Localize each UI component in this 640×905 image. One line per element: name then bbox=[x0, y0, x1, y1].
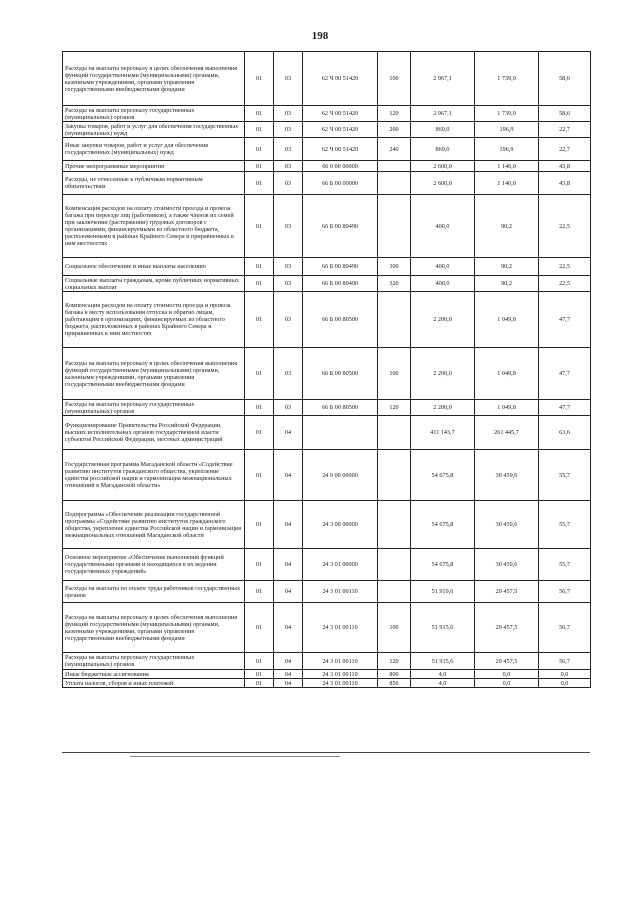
cell-expense-type: 300 bbox=[378, 258, 411, 276]
table-row bbox=[63, 653, 591, 670]
cell-expense-type: 100 bbox=[378, 603, 411, 653]
cell-section: 01 bbox=[245, 195, 274, 258]
cell-section: 01 bbox=[245, 172, 274, 195]
cell-percent: 22,5 bbox=[539, 195, 591, 258]
cell-executed-amount: 90,2 bbox=[475, 258, 539, 276]
cell-section: 01 bbox=[245, 653, 274, 670]
table-row bbox=[63, 348, 591, 400]
cell-subsection: 04 bbox=[274, 581, 303, 603]
cell-percent: 58,6 bbox=[539, 106, 591, 122]
table-row bbox=[63, 416, 591, 450]
table-row bbox=[63, 581, 591, 603]
cell-executed-amount: 30 459,6 bbox=[475, 450, 539, 501]
cell-percent: 22,5 bbox=[539, 276, 591, 292]
cell-executed-amount: 29 457,5 bbox=[475, 581, 539, 603]
cell-target-article: 62 Ч 00 51420 bbox=[303, 138, 378, 161]
cell-subsection: 03 bbox=[274, 161, 303, 172]
footer-rule-short bbox=[130, 756, 340, 757]
cell-section: 01 bbox=[245, 106, 274, 122]
cell-description: Расходы на выплаты персоналу в целях обеспечения выполнения функций государственными (муниципальными) органами, казенными учреждениями, органами управления государственными внебюджетными фондами bbox=[63, 348, 245, 400]
cell-expense-type: 100 bbox=[378, 348, 411, 400]
cell-target-article: 24 3 01 00110 bbox=[303, 603, 378, 653]
cell-subsection: 04 bbox=[274, 670, 303, 679]
cell-percent: 0,0 bbox=[539, 670, 591, 679]
cell-expense-type: 100 bbox=[378, 52, 411, 106]
cell-percent: 47,7 bbox=[539, 292, 591, 348]
cell-subsection: 03 bbox=[274, 400, 303, 416]
cell-target-article: 62 Ч 00 51420 bbox=[303, 106, 378, 122]
cell-percent: 56,7 bbox=[539, 653, 591, 670]
cell-approved-amount: 2 200,0 bbox=[411, 292, 475, 348]
cell-section: 01 bbox=[245, 400, 274, 416]
cell-target-article: 66 Б 00 80490 bbox=[303, 195, 378, 258]
page-number: 198 bbox=[311, 30, 329, 42]
cell-target-article: 66 0 00 00000 bbox=[303, 161, 378, 172]
cell-description: Функционирование Правительства Российской Федерации, высших исполнительных органов государственной власти субъектов Российской Федерации, местных администраций bbox=[63, 416, 245, 450]
cell-expense-type: 200 bbox=[378, 122, 411, 138]
cell-percent: 55,7 bbox=[539, 450, 591, 501]
cell-approved-amount: 51 915,6 bbox=[411, 653, 475, 670]
cell-percent: 0,0 bbox=[539, 679, 591, 688]
cell-target-article: 62 Ч 00 51420 bbox=[303, 52, 378, 106]
cell-section: 01 bbox=[245, 501, 274, 549]
cell-section: 01 bbox=[245, 258, 274, 276]
cell-description: Расходы на выплаты персоналу государственных (муниципальных) органов bbox=[63, 106, 245, 122]
cell-subsection: 03 bbox=[274, 276, 303, 292]
cell-subsection: 03 bbox=[274, 138, 303, 161]
cell-target-article: 66 Б 00 80500 bbox=[303, 400, 378, 416]
cell-section: 01 bbox=[245, 161, 274, 172]
cell-section: 01 bbox=[245, 292, 274, 348]
cell-percent: 22,7 bbox=[539, 122, 591, 138]
cell-executed-amount: 1 049,8 bbox=[475, 292, 539, 348]
cell-subsection: 03 bbox=[274, 258, 303, 276]
cell-approved-amount: 411 143,7 bbox=[411, 416, 475, 450]
cell-subsection: 03 bbox=[274, 348, 303, 400]
cell-target-article: 24 3 01 00110 bbox=[303, 670, 378, 679]
cell-subsection: 04 bbox=[274, 416, 303, 450]
cell-subsection: 04 bbox=[274, 450, 303, 501]
cell-target-article: 24 0 00 00000 bbox=[303, 450, 378, 501]
cell-description: Расходы на выплаты по оплате труда работников государственных органов bbox=[63, 581, 245, 603]
cell-expense-type bbox=[378, 161, 411, 172]
cell-section: 01 bbox=[245, 581, 274, 603]
cell-description: Компенсация расходов на оплату стоимости проезда и провоза багажа к месту использования отпуска и обратно лицам, работающим в организациях, финансируемых из областного бюджета, расположенных в районах Крайнего Севера и приравненных к ним местностях bbox=[63, 292, 245, 348]
cell-executed-amount: 0,0 bbox=[475, 679, 539, 688]
cell-subsection: 03 bbox=[274, 195, 303, 258]
footer-rule bbox=[62, 752, 590, 753]
cell-subsection: 03 bbox=[274, 106, 303, 122]
cell-executed-amount: 29 457,5 bbox=[475, 603, 539, 653]
cell-expense-type: 120 bbox=[378, 400, 411, 416]
table-row bbox=[63, 603, 591, 653]
cell-target-article: 66 Б 00 80500 bbox=[303, 348, 378, 400]
cell-executed-amount: 1 140,0 bbox=[475, 161, 539, 172]
table-row bbox=[63, 670, 591, 679]
cell-section: 01 bbox=[245, 603, 274, 653]
cell-approved-amount: 2 600,0 bbox=[411, 161, 475, 172]
cell-executed-amount: 1 739,0 bbox=[475, 106, 539, 122]
cell-approved-amount: 869,0 bbox=[411, 122, 475, 138]
cell-executed-amount: 196,9 bbox=[475, 138, 539, 161]
table-row bbox=[63, 450, 591, 501]
cell-description: Основное мероприятие «Обеспечение выполнения функций государственными органами и находящихся в их ведении государственных учреждений» bbox=[63, 549, 245, 581]
cell-expense-type bbox=[378, 195, 411, 258]
table-row bbox=[63, 501, 591, 549]
budget-table-body bbox=[63, 52, 591, 688]
cell-executed-amount: 90,2 bbox=[475, 276, 539, 292]
cell-section: 01 bbox=[245, 679, 274, 688]
cell-approved-amount: 4,0 bbox=[411, 679, 475, 688]
cell-expense-type bbox=[378, 172, 411, 195]
cell-section: 01 bbox=[245, 549, 274, 581]
table-row bbox=[63, 161, 591, 172]
cell-description: Социальные выплаты гражданам, кроме публичных нормативных социальных выплат bbox=[63, 276, 245, 292]
cell-subsection: 04 bbox=[274, 679, 303, 688]
cell-description: Расходы на выплаты персоналу в целях обеспечения выполнения функций государственными (муниципальными) органами, казенными учреждениями, органами управления государственными внебюджетными фондами bbox=[63, 52, 245, 106]
cell-subsection: 04 bbox=[274, 549, 303, 581]
cell-percent: 58,6 bbox=[539, 52, 591, 106]
cell-target-article: 66 Б 00 80490 bbox=[303, 258, 378, 276]
cell-description: Компенсация расходов на оплату стоимости проезда и провоза багажа при переезде лиц (работников), а также членов их семей при заключении (расторжении) трудовых договоров с организациями, финансируемыми из областного бюджета, расположенными в районах Крайнего Севера и приравненных к ним местностях bbox=[63, 195, 245, 258]
table-row bbox=[63, 52, 591, 106]
cell-executed-amount: 0,0 bbox=[475, 670, 539, 679]
cell-section: 01 bbox=[245, 52, 274, 106]
cell-expense-type bbox=[378, 549, 411, 581]
cell-section: 01 bbox=[245, 416, 274, 450]
cell-description: Государственная программа Магаданской области «Содействие развитию институтов гражданского общества, укрепление единства российской нации и гармонизация межнациональных отношений в Магаданской области» bbox=[63, 450, 245, 501]
cell-subsection: 04 bbox=[274, 653, 303, 670]
cell-expense-type bbox=[378, 581, 411, 603]
cell-approved-amount: 51 919,6 bbox=[411, 581, 475, 603]
cell-percent: 43,8 bbox=[539, 172, 591, 195]
cell-percent: 22,5 bbox=[539, 258, 591, 276]
cell-percent: 55,7 bbox=[539, 549, 591, 581]
cell-subsection: 03 bbox=[274, 52, 303, 106]
cell-percent: 56,7 bbox=[539, 603, 591, 653]
table-row bbox=[63, 276, 591, 292]
table-row bbox=[63, 195, 591, 258]
cell-approved-amount: 2 967,1 bbox=[411, 52, 475, 106]
cell-expense-type bbox=[378, 416, 411, 450]
cell-approved-amount: 2 200,0 bbox=[411, 348, 475, 400]
cell-expense-type: 120 bbox=[378, 653, 411, 670]
cell-description: Расходы на выплаты персоналу в целях обеспечения выполнения функций государственными (муниципальными) органами, казенными учреждениями, органами управления государственными внебюджетными фондами bbox=[63, 603, 245, 653]
cell-percent: 63,6 bbox=[539, 416, 591, 450]
cell-target-article: 62 Ч 00 51420 bbox=[303, 122, 378, 138]
cell-expense-type bbox=[378, 450, 411, 501]
cell-description: Подпрограмма «Обеспечение реализации государственной программы «Содействие развитию институтов гражданского общества, укрепление единства Российской нации и гармонизация межнациональных отношений Магаданской области bbox=[63, 501, 245, 549]
cell-subsection: 04 bbox=[274, 603, 303, 653]
cell-approved-amount: 54 675,8 bbox=[411, 450, 475, 501]
cell-subsection: 03 bbox=[274, 292, 303, 348]
cell-description: Иные закупки товаров, работ и услуг для обеспечения государственных (муниципальных) нужд bbox=[63, 138, 245, 161]
cell-target-article: 24 3 01 00110 bbox=[303, 653, 378, 670]
cell-approved-amount: 2 600,0 bbox=[411, 172, 475, 195]
cell-target-article: 24 3 01 00110 bbox=[303, 679, 378, 688]
cell-target-article bbox=[303, 416, 378, 450]
cell-target-article: 24 3 01 00110 bbox=[303, 581, 378, 603]
cell-approved-amount: 400,0 bbox=[411, 195, 475, 258]
cell-approved-amount: 400,0 bbox=[411, 276, 475, 292]
budget-table bbox=[62, 51, 591, 688]
cell-executed-amount: 196,9 bbox=[475, 122, 539, 138]
table-row bbox=[63, 400, 591, 416]
cell-percent: 47,7 bbox=[539, 400, 591, 416]
cell-executed-amount: 29 457,5 bbox=[475, 653, 539, 670]
cell-executed-amount: 30 459,6 bbox=[475, 549, 539, 581]
cell-percent: 47,7 bbox=[539, 348, 591, 400]
cell-section: 01 bbox=[245, 348, 274, 400]
cell-executed-amount: 1 049,8 bbox=[475, 348, 539, 400]
cell-section: 01 bbox=[245, 450, 274, 501]
cell-description: Прочие непрограммные мероприятия bbox=[63, 161, 245, 172]
table-row bbox=[63, 138, 591, 161]
cell-subsection: 03 bbox=[274, 122, 303, 138]
cell-description: Социальное обеспечение и иные выплаты населению bbox=[63, 258, 245, 276]
cell-description: Иные бюджетные ассигнования bbox=[63, 670, 245, 679]
cell-section: 01 bbox=[245, 276, 274, 292]
cell-section: 01 bbox=[245, 122, 274, 138]
cell-executed-amount: 30 459,6 bbox=[475, 501, 539, 549]
cell-expense-type: 120 bbox=[378, 106, 411, 122]
cell-executed-amount: 261 445,7 bbox=[475, 416, 539, 450]
cell-target-article: 66 Б 00 80500 bbox=[303, 292, 378, 348]
cell-approved-amount: 400,0 bbox=[411, 258, 475, 276]
cell-approved-amount: 51 915,6 bbox=[411, 603, 475, 653]
cell-expense-type: 800 bbox=[378, 670, 411, 679]
cell-description: Расходы на выплаты персоналу государственных (муниципальных) органов bbox=[63, 400, 245, 416]
cell-expense-type: 320 bbox=[378, 276, 411, 292]
cell-section: 01 bbox=[245, 670, 274, 679]
cell-approved-amount: 4,0 bbox=[411, 670, 475, 679]
table-row bbox=[63, 122, 591, 138]
cell-description: Расходы на выплаты персоналу государственных (муниципальных) органов bbox=[63, 653, 245, 670]
cell-approved-amount: 54 675,8 bbox=[411, 501, 475, 549]
table-row bbox=[63, 106, 591, 122]
table-row bbox=[63, 292, 591, 348]
cell-expense-type bbox=[378, 501, 411, 549]
cell-description: Уплата налогов, сборов и иных платежей bbox=[63, 679, 245, 688]
cell-description: Расходы, не отнесенные к публичным нормативным обязательствам bbox=[63, 172, 245, 195]
cell-description: Закупка товаров, работ и услуг для обеспечения государственных (муниципальных) нужд bbox=[63, 122, 245, 138]
cell-executed-amount: 1 140,0 bbox=[475, 172, 539, 195]
cell-target-article: 24 3 00 00000 bbox=[303, 501, 378, 549]
cell-percent: 56,7 bbox=[539, 581, 591, 603]
table-row bbox=[63, 549, 591, 581]
table-row bbox=[63, 679, 591, 688]
cell-target-article: 24 3 01 00000 bbox=[303, 549, 378, 581]
cell-subsection: 03 bbox=[274, 172, 303, 195]
cell-expense-type bbox=[378, 292, 411, 348]
cell-executed-amount: 90,2 bbox=[475, 195, 539, 258]
cell-executed-amount: 1 739,0 bbox=[475, 52, 539, 106]
table-row bbox=[63, 258, 591, 276]
cell-percent: 55,7 bbox=[539, 501, 591, 549]
cell-expense-type: 850 bbox=[378, 679, 411, 688]
cell-percent: 43,8 bbox=[539, 161, 591, 172]
cell-percent: 22,7 bbox=[539, 138, 591, 161]
cell-section: 01 bbox=[245, 138, 274, 161]
cell-executed-amount: 1 049,8 bbox=[475, 400, 539, 416]
cell-approved-amount: 2 967,1 bbox=[411, 106, 475, 122]
cell-approved-amount: 869,0 bbox=[411, 138, 475, 161]
cell-approved-amount: 54 675,8 bbox=[411, 549, 475, 581]
cell-target-article: 66 Б 00 80490 bbox=[303, 276, 378, 292]
cell-expense-type: 240 bbox=[378, 138, 411, 161]
table-row bbox=[63, 172, 591, 195]
cell-approved-amount: 2 200,0 bbox=[411, 400, 475, 416]
cell-target-article: 66 Б 00 00000 bbox=[303, 172, 378, 195]
cell-subsection: 04 bbox=[274, 501, 303, 549]
